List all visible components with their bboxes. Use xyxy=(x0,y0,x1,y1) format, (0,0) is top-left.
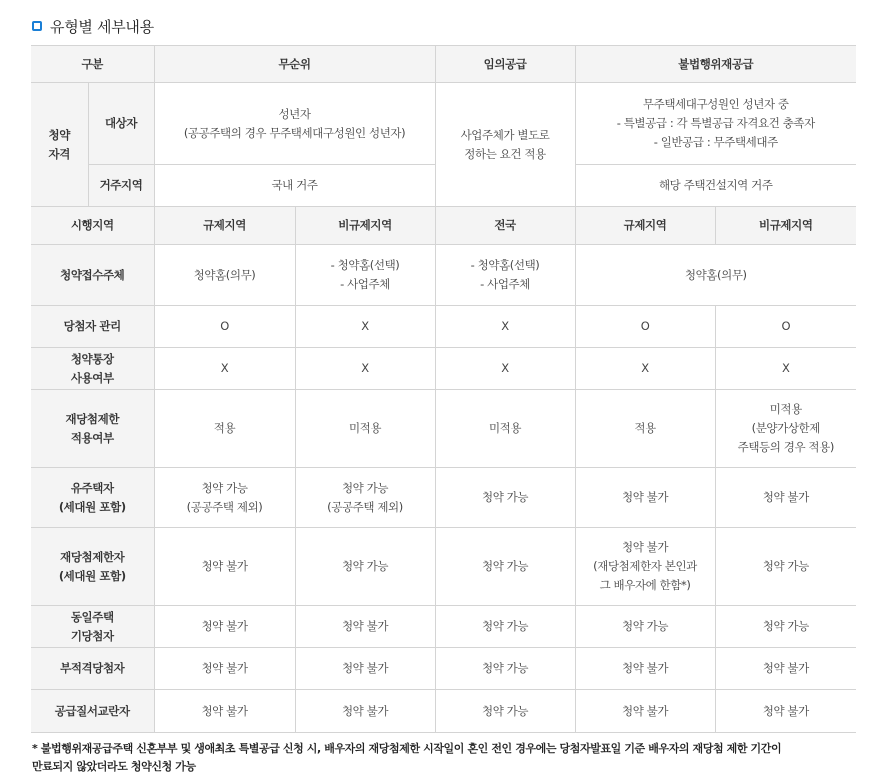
cell: 청약 가능 xyxy=(435,468,575,528)
target-imui: 사업주체가 별도로 정하는 요건 적용 xyxy=(435,83,575,207)
cell: 청약 불가 xyxy=(154,648,295,690)
region-musunwi: 국내 거주 xyxy=(154,165,435,207)
target-musunwi: 성년자 (공공주택의 경우 무주택세대구성원인 성년자) xyxy=(154,83,435,165)
cell: 청약 불가 xyxy=(715,690,856,733)
footnote-line-2: 만료되지 않았더라도 청약신청 가능 xyxy=(32,760,196,773)
row-label: 재당첨제한 적용여부 xyxy=(31,390,154,468)
area-col-2: 비규제지역 xyxy=(295,207,435,245)
table-row xyxy=(31,606,856,648)
cell: O xyxy=(715,306,856,348)
target-label: 대상자 xyxy=(88,83,154,165)
table-row xyxy=(31,528,856,606)
cell: 청약 불가 xyxy=(154,690,295,733)
area-label: 시행지역 xyxy=(31,207,154,245)
cell: 청약 불가 xyxy=(295,606,435,648)
table-row xyxy=(31,390,856,468)
table-row xyxy=(31,83,856,165)
cell: O xyxy=(575,306,715,348)
area-header-row xyxy=(31,207,856,245)
row-label: 유주택자 (세대원 포함) xyxy=(31,468,154,528)
cell: X xyxy=(435,348,575,390)
square-bullet-icon xyxy=(32,21,42,31)
cell: 청약 불가 xyxy=(575,648,715,690)
cell: 청약 불가 xyxy=(715,468,856,528)
cell: 적용 xyxy=(575,390,715,468)
cell: 청약 불가 xyxy=(295,648,435,690)
row-label: 재당첨제한자 (세대원 포함) xyxy=(31,528,154,606)
target-bulbeop: 무주택세대구성원인 성년자 중 - 특별공급 : 각 특별공급 자격요건 충족자 - 일반공급 : 무주택세대주 xyxy=(575,83,856,165)
region-bulbeop: 해당 주택건설지역 거주 xyxy=(575,165,856,207)
area-col-4: 규제지역 xyxy=(575,207,715,245)
table-row xyxy=(31,648,856,690)
cell: 미적용 xyxy=(435,390,575,468)
cell: 청약 불가 xyxy=(154,528,295,606)
cell: X xyxy=(575,348,715,390)
cell: 청약 가능 xyxy=(435,528,575,606)
cell: 청약홈(의무) xyxy=(575,245,856,306)
cell: 청약 불가 (재당첨제한자 본인과 그 배우자에 한함*) xyxy=(575,528,715,606)
cell: X xyxy=(295,306,435,348)
cell: 청약 가능 (공공주택 제외) xyxy=(295,468,435,528)
footnote xyxy=(32,740,832,776)
cell: X xyxy=(715,348,856,390)
cell: 청약 가능 xyxy=(715,528,856,606)
table-row xyxy=(31,245,856,306)
area-col-5: 비규제지역 xyxy=(715,207,856,245)
cell: 청약홈(의무) xyxy=(154,245,295,306)
cell: 청약 불가 xyxy=(575,690,715,733)
cell: 미적용 (분양가상한제 주택등의 경우 적용) xyxy=(715,390,856,468)
cell: - 청약홈(선택) - 사업주체 xyxy=(435,245,575,306)
row-label: 당첨자 관리 xyxy=(31,306,154,348)
table-row xyxy=(31,306,856,348)
header-imui: 임의공급 xyxy=(435,46,575,83)
header-bulbeop: 불법행위재공급 xyxy=(575,46,856,83)
row-label: 동일주택 기당첨자 xyxy=(31,606,154,648)
cell: 적용 xyxy=(154,390,295,468)
header-category: 구분 xyxy=(31,46,154,83)
cell: 청약 가능 xyxy=(295,528,435,606)
cell: 청약 불가 xyxy=(715,648,856,690)
header-musunwi: 무순위 xyxy=(154,46,435,83)
cell: - 청약홈(선택) - 사업주체 xyxy=(295,245,435,306)
cell: 청약 가능 (공공주택 제외) xyxy=(154,468,295,528)
cell: O xyxy=(154,306,295,348)
footnote-line-1: * 불법행위재공급주택 신혼부부 및 생애최초 특별공급 신청 시, 배우자의 재당첨제한 시작일이 혼인 전인 경우에는 당첨자발표일 기준 배우자의 재당첨 제한 기간이 xyxy=(32,742,782,755)
cell: 청약 가능 xyxy=(715,606,856,648)
cell: 청약 가능 xyxy=(575,606,715,648)
cell: 청약 불가 xyxy=(295,690,435,733)
table-row xyxy=(31,468,856,528)
cell: 미적용 xyxy=(295,390,435,468)
cell: X xyxy=(295,348,435,390)
row-label: 부적격당첨자 xyxy=(31,648,154,690)
cell: X xyxy=(154,348,295,390)
table-header-row xyxy=(31,46,856,83)
area-col-3: 전국 xyxy=(435,207,575,245)
cell: 청약 가능 xyxy=(435,648,575,690)
area-col-1: 규제지역 xyxy=(154,207,295,245)
row-label: 청약통장 사용여부 xyxy=(31,348,154,390)
region-label: 거주지역 xyxy=(88,165,154,207)
row-label: 공급질서교란자 xyxy=(31,690,154,733)
table-row xyxy=(31,348,856,390)
qualification-label: 청약 자격 xyxy=(31,83,88,207)
cell: X xyxy=(435,306,575,348)
cell: 청약 가능 xyxy=(435,690,575,733)
cell: 청약 불가 xyxy=(154,606,295,648)
section-title: 유형별 세부내용 xyxy=(50,17,154,36)
cell: 청약 불가 xyxy=(575,468,715,528)
row-label: 청약접수주체 xyxy=(31,245,154,306)
details-table xyxy=(31,45,856,733)
table-row xyxy=(31,690,856,733)
section-heading xyxy=(32,15,154,37)
cell: 청약 가능 xyxy=(435,606,575,648)
